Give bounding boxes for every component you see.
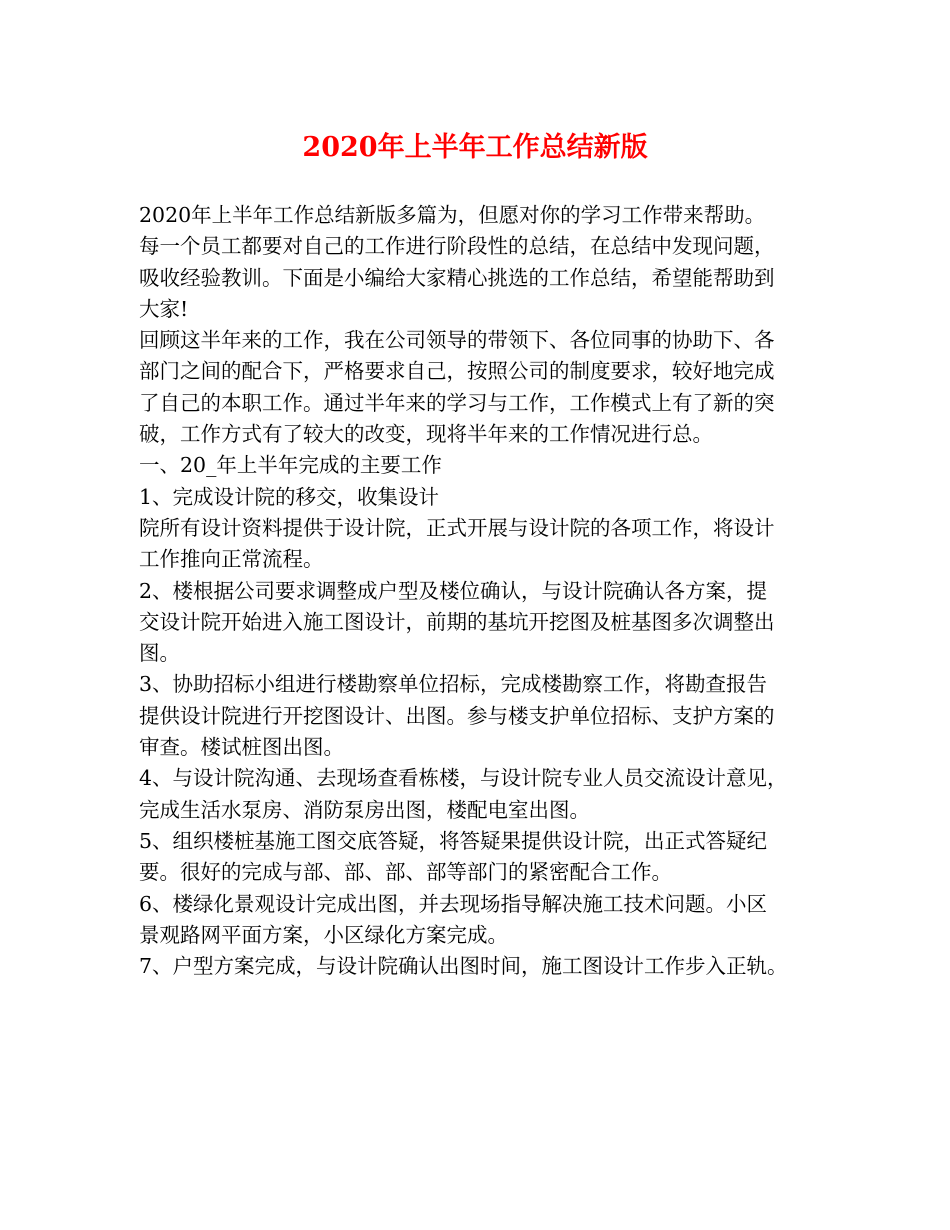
body-line: 审查。楼试桩图出图。 [139, 735, 344, 760]
body-line: 完成生活水泵房、消防泵房出图，楼配电室出图。 [139, 797, 590, 822]
body-line: 了自己的本职工作。通过半年来的学习与工作，工作模式上有了新的突 [139, 390, 775, 415]
body-line: 景观路网平面方案，小区绿化方案完成。 [139, 922, 508, 947]
document-body [139, 200, 829, 982]
body-line: 院所有设计资料提供于设计院，正式开展与设计院的各项工作，将设计 [139, 515, 775, 540]
body-line: 每一个员工都要对自己的工作进行阶段性的总结，在总结中发现问题， [139, 234, 775, 259]
body-line: 图。 [139, 641, 180, 666]
body-line: 6、楼绿化景观设计完成出图，并去现场指导解决施工技术问题。小区 [139, 891, 768, 916]
body-line: 回顾这半年来的工作，我在公司领导的带领下、各位同事的协助下、各 [139, 328, 775, 353]
section-heading: 一、20_年上半年完成的主要工作 [139, 453, 442, 478]
document-title: 2020年上半年工作总结新版 [302, 132, 648, 163]
body-line: 部门之间的配合下，严格要求自己，按照公司的制度要求，较好地完成 [139, 359, 775, 384]
body-line: 2020年上半年工作总结新版多篇为，但愿对你的学习工作带来帮助。 [139, 203, 766, 227]
body-line: 交设计院开始进入施工图设计，前期的基坑开挖图及桩基图多次调整出 [139, 609, 775, 634]
body-line: 要。很好的完成与部、部、部、部等部门的紧密配合工作。 [139, 860, 672, 885]
body-line: 工作推向正常流程。 [139, 547, 324, 572]
body-line: 吸收经验教训。下面是小编给大家精心挑选的工作总结，希望能帮助到 [139, 265, 775, 290]
body-line: 1、完成设计院的移交，收集设计 [139, 484, 440, 509]
body-line: 3、协助招标小组进行楼勘察单位招标，完成楼勘察工作，将勘查报告 [139, 672, 768, 697]
body-line: 2、楼根据公司要求调整成户型及楼位确认，与设计院确认各方案，提 [139, 578, 768, 603]
body-line: 7、户型方案完成，与设计院确认出图时间，施工图设计工作步入正轨。 [139, 954, 788, 979]
body-line: 大家! [139, 296, 189, 321]
body-line: 5、组织楼桩基施工图交底答疑，将答疑果提供设计院，出正式答疑纪 [139, 828, 768, 853]
body-line: 提供设计院进行开挖图设计、出图。参与楼支护单位招标、支护方案的 [139, 703, 775, 728]
body-line: 破，工作方式有了较大的改变，现将半年来的工作情况进行总。 [139, 422, 713, 447]
body-line: 4、与设计院沟通、去现场查看栋楼，与设计院专业人员交流设计意见， [139, 766, 788, 791]
